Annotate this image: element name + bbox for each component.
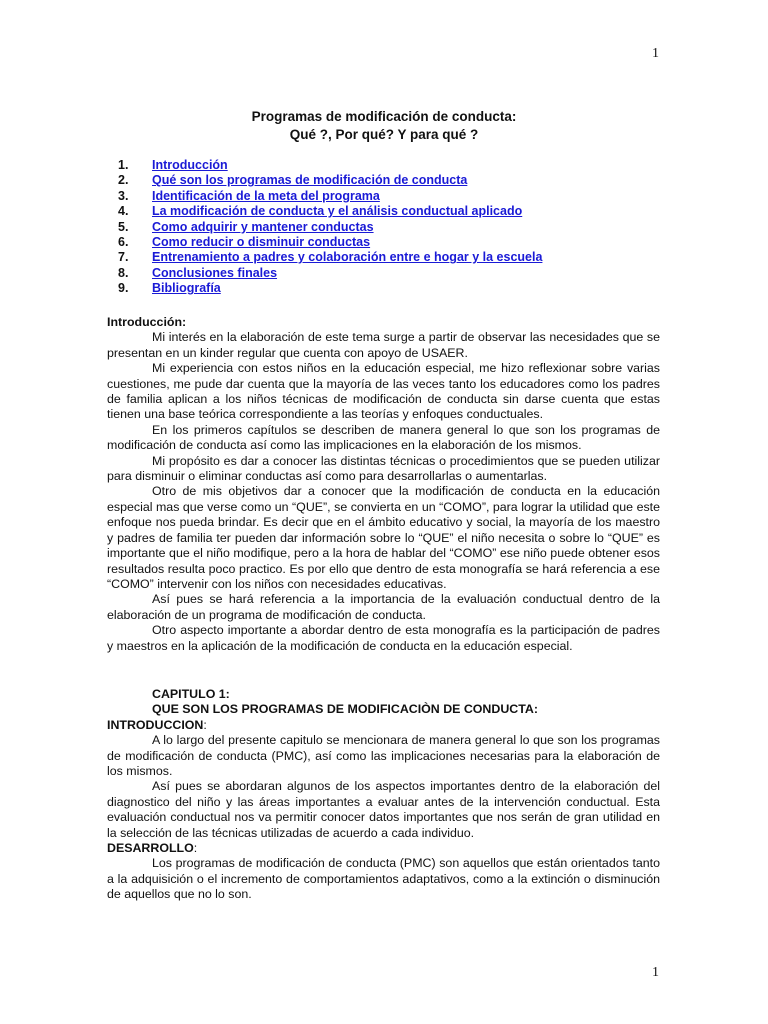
paragraph: Así pues se hará referencia a la importancia de la evaluación conductual dentro de la elaboración de un programa de modificación de conducta. — [107, 592, 660, 622]
toc-item — [118, 220, 542, 235]
page-number-bottom: 1 — [652, 965, 659, 980]
paragraph: Mi interés en la elaboración de este tema surge a partir de observar las necesidades que se presentan en un kinder regular que cuenta con apoyo de USAER. — [107, 330, 660, 360]
toc-link-conclusiones[interactable]: Conclusiones finales — [152, 265, 278, 280]
toc-item — [118, 204, 542, 219]
document-title — [0, 108, 768, 144]
table-of-contents — [118, 158, 542, 297]
toc-item — [118, 173, 542, 188]
paragraph: Los programas de modificación de conducta (PMC) son aquellos que están orientados tanto a la adquisición o el incremento de comportamientos adaptativos, como a la extinción o disminución de aquellos que no lo son. — [107, 856, 660, 902]
paragraph: Otro de mis objetivos dar a conocer que la modificación de conducta en la educación especial mas que verse como un “QUE”, se convierta en un “COMO”, para lograr la utilidad que este enfoque nos pueda brindar. Es decir que en el ámbito educativo y social, la mayoría de los maestro y padres de familia ter pueden dar información sobre lo “QUE” el niño necesita o sobre lo “QUE” es importante que el niño modifique, pero a la hora de hablar del “COMO” ese niño puede obtener esos resultados resulta poco practico. Es por ello que dentro de esta monografía se hará referencia a ese “COMO” intervenir con los niños con necesidades educativas. — [107, 484, 660, 591]
toc-number: 2. — [118, 173, 129, 188]
toc-number: 5. — [118, 219, 129, 234]
toc-item — [118, 235, 542, 250]
title-line-2: Qué ?, Por qué? Y para qué ? — [289, 127, 479, 142]
toc-number: 7. — [118, 250, 129, 265]
paragraph: Mi propósito es dar a conocer las distintas técnicas o procedimientos que se pueden utilizar para disminuir o eliminar conductas así como para desarrollarlas o aumentarlas. — [107, 453, 660, 484]
toc-item — [118, 250, 542, 265]
paragraph: Así pues se abordaran algunos de los aspectos importantes dentro de la elaboración del diagnostico del niño y las áreas importantes a evaluar antes de la intervención conductual. Esta evaluación conductual nos va permitir conocer datos importantes que nos serán de gran utilidad en la selección de las técnicas utilizadas de acuerdo a cada individuo. — [107, 779, 660, 840]
chapter-title: QUE SON LOS PROGRAMAS DE MODIFICACIÒN DE CONDUCTA: — [152, 702, 538, 717]
toc-link-reducir[interactable]: Como reducir o disminuir conductas — [152, 235, 371, 250]
chapter-label: CAPITULO 1: — [152, 687, 230, 701]
heading-colon: : — [193, 841, 198, 856]
toc-number: 6. — [118, 235, 129, 250]
toc-link-analisis[interactable]: La modificación de conducta y el análisis conductual aplicado — [152, 204, 523, 219]
toc-link-bibliografia[interactable]: Bibliografía — [152, 281, 221, 296]
chapter-1-section — [107, 687, 660, 903]
page-number-top: 1 — [652, 46, 659, 61]
introduction-heading: Introducción: — [107, 315, 187, 329]
toc-number: 4. — [118, 204, 129, 219]
heading-colon: : — [203, 717, 207, 732]
toc-number: 3. — [118, 188, 129, 203]
title-line-1: Programas de modificación de conducta: — [251, 109, 517, 124]
introduction-section — [107, 315, 660, 654]
introduccion-heading-line — [107, 718, 660, 733]
paragraph: Otro aspecto importante a abordar dentro de esta monografía es la participación de padres y maestros en la aplicación de la modificación de conducta en la educación especial. — [107, 623, 660, 653]
paragraph: Mi experiencia con estos niños en la educación especial, me hizo reflexionar sobre varias cuestiones, me pude dar cuenta que la mayoría de las veces tanto los educadores como los padres de familia aplican a los niños técnicas de modificación de conducta sin darse cuenta que estas tienen una base teórica correspondiente a las teorías y enfoques conductuales. — [107, 361, 660, 422]
desarrollo-heading: DESARROLLO — [107, 841, 194, 856]
toc-link-introduccion[interactable]: Introducción — [152, 158, 228, 172]
toc-link-adquirir[interactable]: Como adquirir y mantener conductas — [152, 219, 374, 234]
desarrollo-heading-line — [107, 841, 660, 856]
toc-item — [118, 281, 542, 296]
toc-item — [118, 189, 542, 204]
toc-link-que-son[interactable]: Qué son los programas de modificación de conducta — [152, 173, 468, 188]
toc-number: 9. — [118, 281, 129, 296]
toc-number: 8. — [118, 265, 129, 280]
toc-link-entrenamiento[interactable]: Entrenamiento a padres y colaboración entre e hogar y la escuela — [152, 250, 543, 265]
toc-item — [118, 158, 542, 173]
toc-item — [118, 266, 542, 281]
toc-number: 1. — [118, 158, 129, 172]
introduccion-heading: INTRODUCCION — [107, 717, 204, 732]
paragraph: A lo largo del presente capitulo se mencionara de manera general lo que son los programas de modificación de conducta (PMC), así como las implicaciones necesarias para la elaboración de los mismos. — [107, 733, 660, 779]
paragraph: En los primeros capítulos se describen de manera general lo que son los programas de modificación de conducta así como las implicaciones en la elaboración de los mismos. — [107, 422, 660, 453]
toc-link-identificacion[interactable]: Identificación de la meta del programa — [152, 188, 380, 203]
